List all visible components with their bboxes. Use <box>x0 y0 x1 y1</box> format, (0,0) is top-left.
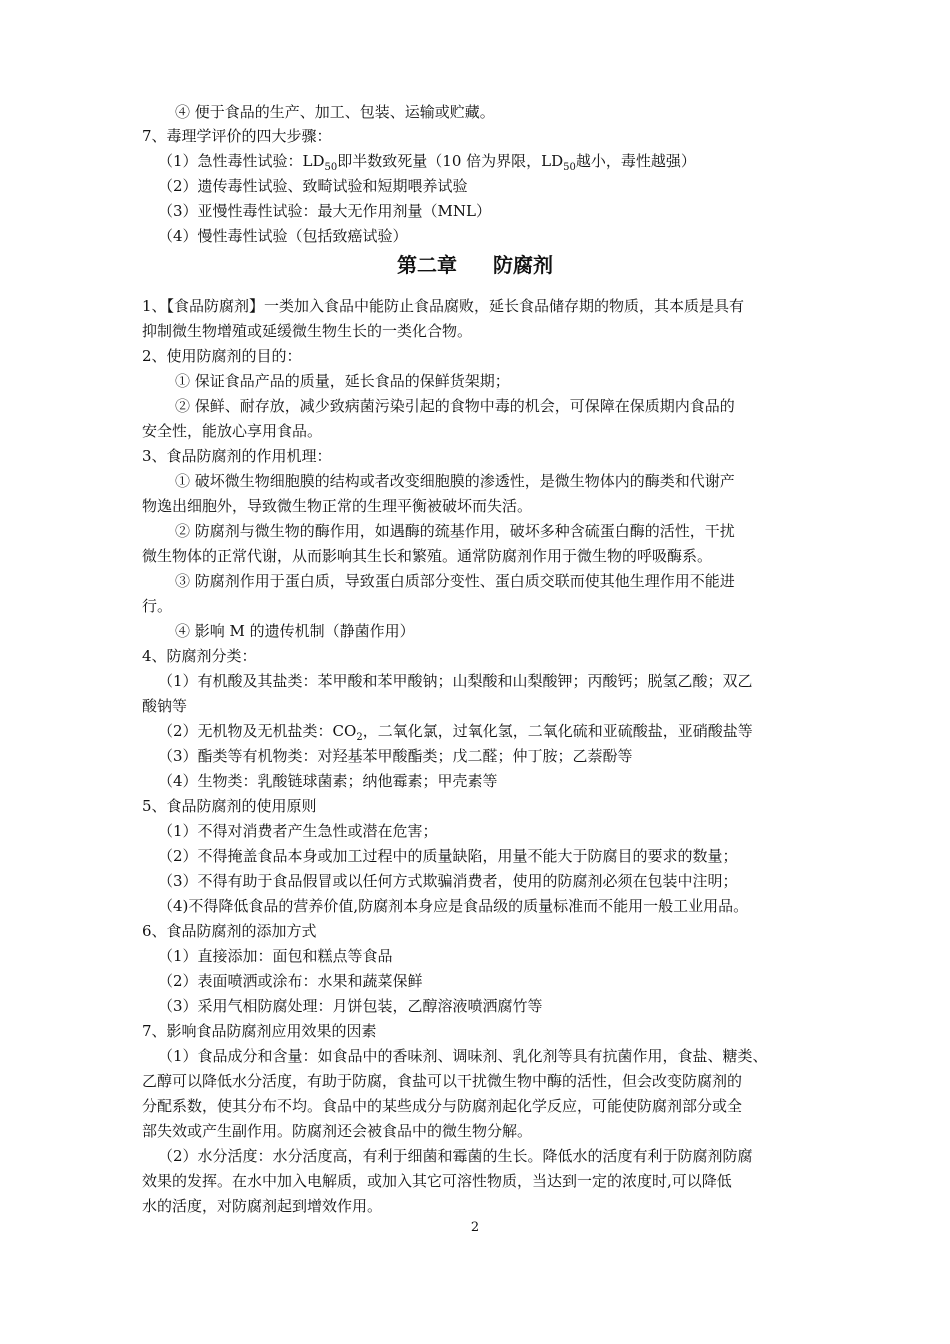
text-line <box>158 720 753 742</box>
subscript: 50 <box>324 162 338 173</box>
text-line: ② 防腐剂与微生物的酶作用，如遇酶的巯基作用，破坏多种含硫蛋白酶的活性，干扰 <box>175 522 735 540</box>
text-segment: 即半数致死量（10 倍为界限，LD <box>337 152 564 170</box>
chapter-name: 防腐剂 <box>493 253 553 277</box>
text-line: （4）慢性毒性试验（包括致癌试验） <box>158 227 408 245</box>
text-segment: （1）急性毒性试验：LD <box>158 152 325 170</box>
page-number: 2 <box>470 1220 480 1235</box>
text-line: （3）采用气相防腐处理：月饼包装，乙醇溶液喷洒腐竹等 <box>158 997 543 1015</box>
text-line: 物逸出细胞外，导致微生物正常的生理平衡被破坏而失活。 <box>142 497 533 515</box>
chapter-title <box>0 250 950 280</box>
section-heading: 2、使用防腐剂的目的： <box>142 347 302 365</box>
section-heading: 6、食品防腐剂的添加方式 <box>142 922 317 940</box>
text-line: ① 保证食品产品的质量，延长食品的保鲜货架期； <box>175 372 510 390</box>
text-segment: （2）无机物及无机盐类：CO <box>158 722 357 740</box>
text-line: （4)不得降低食品的营养价值,防腐剂本身应是食品级的质量标准而不能用一般工业用品。 <box>158 897 749 915</box>
text-line: （3）不得有助于食品假冒或以任何方式欺骗消费者，使用的防腐剂必须在包装中注明； <box>158 872 738 890</box>
text-line: 行。 <box>142 597 173 615</box>
text-line: （2）表面喷洒或涂布：水果和蔬菜保鲜 <box>158 972 423 990</box>
text-line: （3）酯类等有机物类：对羟基苯甲酸酯类；戊二醛；仲丁胺；乙萘酚等 <box>158 747 633 765</box>
text-segment: ，二氧化氯，过氧化氢，二氧化硫和亚硫酸盐，亚硝酸盐等 <box>362 722 753 740</box>
text-line: （2）不得掩盖食品本身或加工过程中的质量缺陷，用量不能大于防腐目的要求的数量； <box>158 847 738 865</box>
text-line: （3）亚慢性毒性试验：最大无作用剂量（MNL） <box>158 202 491 220</box>
text-line: ④ 影响 M 的遗传机制（静菌作用） <box>175 622 415 640</box>
text-line: ④ 便于食品的生产、加工、包装、运输或贮藏。 <box>175 103 495 121</box>
text-line: 1、【食品防腐剂】一类加入食品中能防止食品腐败，延长食品储存期的物质，其本质是具有 <box>142 297 745 315</box>
text-line: ① 破坏微生物细胞膜的结构或者改变细胞膜的渗透性，是微生物体内的酶类和代谢产 <box>175 472 735 490</box>
section-heading: 3、食品防腐剂的作用机理： <box>142 447 332 465</box>
text-line: ② 保鲜、耐存放，减少致病菌污染引起的食物中毒的机会，可保障在保质期内食品的 <box>175 397 735 415</box>
section-heading: 4、防腐剂分类： <box>142 647 257 665</box>
text-line: （2）遗传毒性试验、致畸试验和短期喂养试验 <box>158 177 468 195</box>
text-line: 水的活度，对防腐剂起到增效作用。 <box>142 1197 383 1215</box>
text-line: （1）有机酸及其盐类：苯甲酸和苯甲酸钠；山梨酸和山梨酸钾；丙酸钙；脱氢乙酸；双乙 <box>158 672 753 690</box>
subscript: 2 <box>356 732 363 743</box>
text-line: （1）不得对消费者产生急性或潜在危害； <box>158 822 438 840</box>
text-line: 分配系数，使其分布不均。食品中的某些成分与防腐剂起化学反应，可能使防腐剂部分或全 <box>142 1097 743 1115</box>
section-heading: 7、影响食品防腐剂应用效果的因素 <box>142 1022 377 1040</box>
text-line: （1）食品成分和含量：如食品中的香味剂、调味剂、乳化剂等具有抗菌作用，食盐、糖类、 <box>158 1047 768 1065</box>
text-line: （1）直接添加：面包和糕点等食品 <box>158 947 393 965</box>
subscript: 50 <box>563 162 576 173</box>
section-heading: 5、食品防腐剂的使用原则 <box>142 797 317 815</box>
text-line: （2）水分活度：水分活度高，有利于细菌和霉菌的生长。降低水的活度有利于防腐剂防腐 <box>158 1147 753 1165</box>
text-line: 部失效或产生副作用。防腐剂还会被食品中的微生物分解。 <box>142 1122 533 1140</box>
text-line: ③ 防腐剂作用于蛋白质，导致蛋白质部分变性、蛋白质交联而使其他生理作用不能进 <box>175 572 735 590</box>
text-line: 效果的发挥。在水中加入电解质，或加入其它可溶性物质，当达到一定的浓度时,可以降低 <box>142 1172 732 1190</box>
text-line: 微生物体的正常代谢，从而影响其生长和繁殖。通常防腐剂作用于微生物的呼吸酶系。 <box>142 547 713 565</box>
section-heading: 7、毒理学评价的四大步骤： <box>142 127 332 145</box>
text-line: 抑制微生物增殖或延缓微生物生长的一类化合物。 <box>142 322 473 340</box>
text-line: 乙醇可以降低水分活度，有助于防腐，食盐可以干扰微生物中酶的活性，但会改变防腐剂的 <box>142 1072 743 1090</box>
text-line: 安全性，能放心享用食品。 <box>142 422 323 440</box>
chapter-number: 第二章 <box>397 253 457 277</box>
text-line: 酸钠等 <box>142 697 188 715</box>
text-line <box>158 150 696 172</box>
text-segment: 越小，毒性越强） <box>575 152 696 170</box>
text-line: （4）生物类：乳酸链球菌素；纳他霉素；甲壳素等 <box>158 772 498 790</box>
